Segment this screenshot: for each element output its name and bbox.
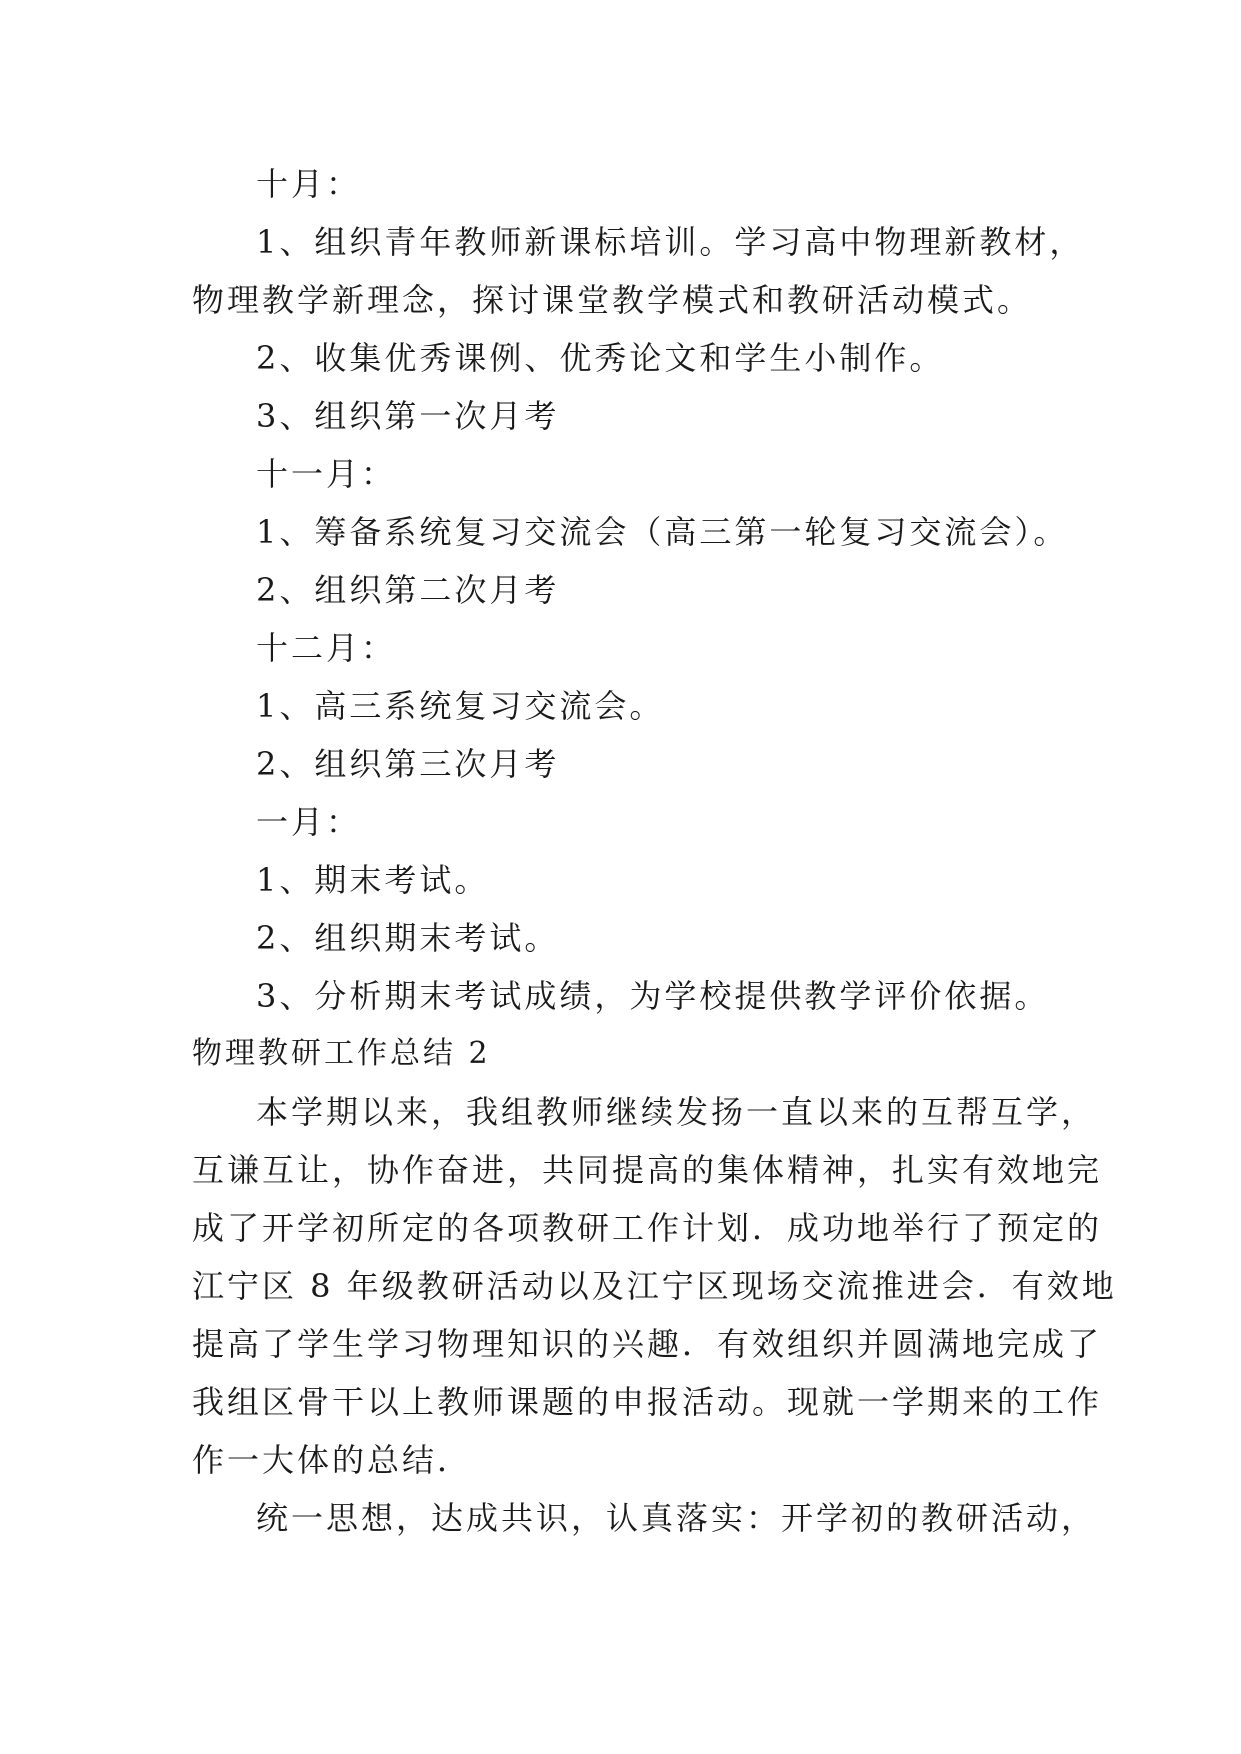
january-item-2: 2、组织期末考试。 [256, 919, 560, 957]
january-item-3: 3、分析期末考试成绩，为学校提供教学评价依据。 [256, 977, 1050, 1015]
october-item-3: 3、组织第一次月考 [256, 397, 560, 435]
january-item-1: 1、期末考试。 [256, 861, 490, 899]
section-title: 物理教研工作总结 2 [192, 1036, 491, 1071]
november-item-1: 1、筹备系统复习交流会（高三第一轮复习交流会）。 [256, 513, 1069, 551]
paragraph-line: 成了开学初所定的各项教研工作计划．成功地举行了预定的 [192, 1209, 1103, 1247]
december-item-1: 1、高三系统复习交流会。 [256, 687, 665, 725]
month-heading-december: 十二月： [256, 629, 397, 667]
document-body [192, 155, 1117, 1547]
paragraph-line: 作一大体的总结． [192, 1441, 473, 1479]
paragraph-line: 互谦互让，协作奋进，共同提高的集体精神，扎实有效地完 [192, 1151, 1103, 1189]
paragraph-line: 本学期以来，我组教师继续发扬一直以来的互帮互学， [256, 1093, 1097, 1131]
month-heading-january: 一月： [256, 803, 362, 841]
october-item-1-line-2: 物理教学新理念，探讨课堂教学模式和教研活动模式。 [192, 281, 1033, 319]
november-item-2: 2、组织第二次月考 [256, 571, 560, 609]
paragraph-line: 我组区骨干以上教师课题的申报活动。现就一学期来的工作 [192, 1383, 1103, 1421]
october-item-1-line-1: 1、组织青年教师新课标培训。学习高中物理新教材， [256, 223, 1085, 261]
summary-paragraph-2-line-1: 统一思想，达成共识，认真落实：开学初的教研活动， [256, 1499, 1097, 1537]
paragraph-line: 提高了学生学习物理知识的兴趣．有效组织并圆满地完成了 [192, 1325, 1103, 1363]
month-heading-october: 十月： [256, 165, 362, 203]
paragraph-line: 江宁区 8 年级教研活动以及江宁区现场交流推进会．有效地 [192, 1267, 1117, 1305]
october-item-2: 2、收集优秀课例、优秀论文和学生小制作。 [256, 339, 945, 377]
december-item-2: 2、组织第三次月考 [256, 745, 560, 783]
month-heading-november: 十一月： [256, 455, 397, 493]
summary-paragraph-1 [192, 1083, 1117, 1489]
